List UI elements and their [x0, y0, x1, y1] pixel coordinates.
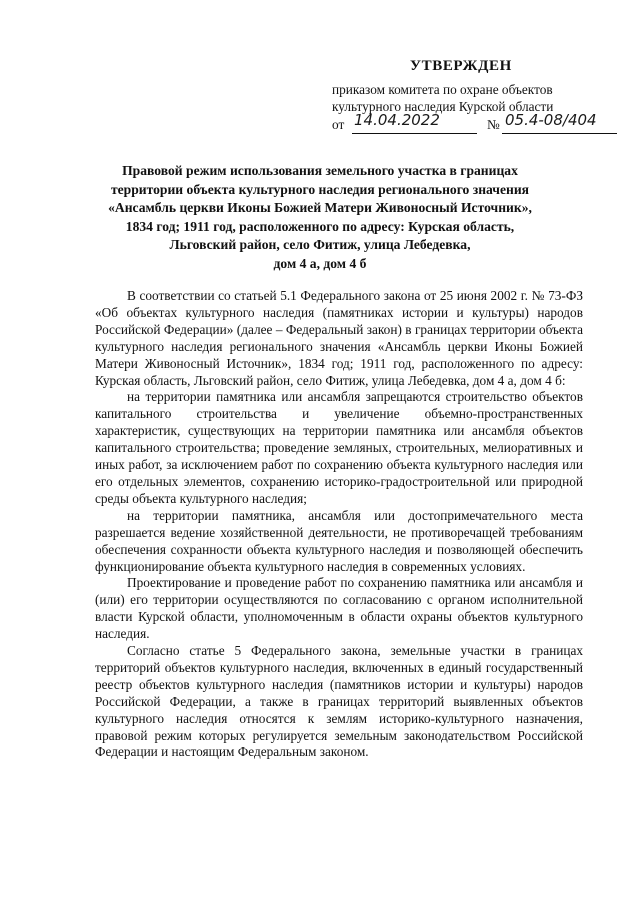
title-line: Льговский район, село Фитиж, улица Лебедевка,: [169, 237, 471, 252]
order-line-1: приказом комитета по охране объектов: [332, 82, 553, 97]
title-line: территории объекта культурного наследия регионального значения: [110, 181, 530, 197]
title-line: «Ансамбль церкви Иконы Божией Матери Живоносный Источник»,: [108, 200, 532, 215]
title-line: 1834 год; 1911 год, расположенного по адресу: Курская область,: [125, 218, 515, 234]
approval-heading: УТВЕРЖДЕН: [410, 58, 512, 74]
from-label: от: [332, 117, 345, 132]
title-line: дом 4 а, дом 4 б: [273, 255, 367, 271]
document-body: [95, 288, 583, 761]
handwritten-number: 05.4-08/404: [505, 111, 597, 129]
document-title: [90, 162, 550, 273]
number-label: №: [487, 117, 500, 132]
body-paragraph: на территории памятника, ансамбля или достопримечательного места разрешается ведение хозяйственной деятельности, не противоречащей требованиям обеспечения сохранности объекта культурного наследия и позволяющей обеспечить функционирование объекта культурного наследия в современных условиях.: [95, 507, 583, 574]
body-paragraph: Согласно статье 5 Федерального закона, земельные участки в границах территорий объектов культурного наследия, включенных в единый государственный реестр объектов культурного наследия (памятников истории и культуры) народов Российской Федерации, а также в границах территорий выявленных объектов культурного наследия относятся к землям историко-культурного назначения, правовой режим которых регулируется земельным законодательством Российской Федерации и настоящим Федеральным законом.: [95, 643, 583, 760]
body-paragraph: на территории памятника или ансамбля запрещаются строительство объектов капитального строительства и увеличение объемно-пространственных характеристик, существующих на территории памятника или ансамбля объектов капитального строительства; проведение земляных, строительных, мелиоративных и иных работ, за исключением работ по сохранению объекта культурного наследия или его отдельных элементов, сохранению историко-градостроительной или природной среды объекта культурного наследия;: [95, 389, 583, 506]
body-paragraph: Проектирование и проведение работ по сохранению памятника или ансамбля и (или) его территории осуществляются по согласованию с органом исполнительной власти Курской области, уполномоченным в области охраны объектов культурного наследия.: [95, 575, 583, 642]
handwritten-date: 14.04.2022: [354, 111, 440, 129]
order-line-2: культурного наследия Курской области: [332, 99, 554, 114]
body-paragraph: В соответствии со статьей 5.1 Федерального закона от 25 июня 2002 г. № 73-ФЗ «Об объектах культурного наследия (памятниках истории и культуры) народов Российской Федерации» (далее – Федеральный закон) в границах территории объекта культурного наследия регионального значения «Ансамбль церкви Иконы Божией Матери Живоносный Источник», 1834 год; 1911 год, расположенного по адресу: Курская область, Льговский район, село Фитиж, улица Лебедевка, дом 4 а, дом 4 б:: [95, 288, 583, 388]
order-date-number-row: [332, 112, 622, 138]
title-line: Правовой режим использования земельного участка в границах: [122, 163, 518, 178]
